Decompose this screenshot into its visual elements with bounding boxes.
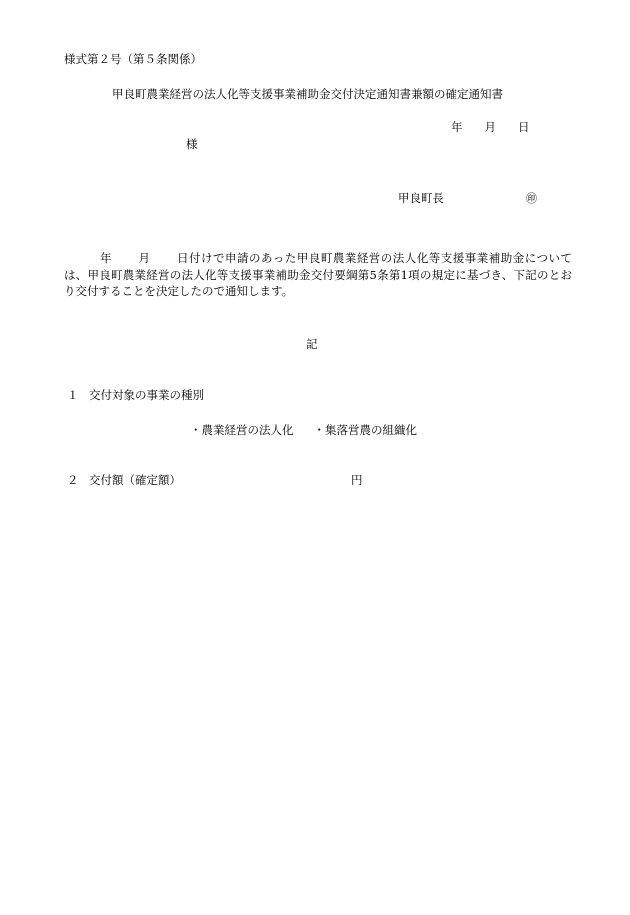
item-2-number: ２ xyxy=(67,473,79,487)
option-incorporation: ・農業経営の法人化 xyxy=(190,423,294,437)
item-2-label: 交付額（確定額） xyxy=(89,473,181,487)
item-2-heading xyxy=(67,473,363,488)
date-line xyxy=(451,120,530,135)
notice-body xyxy=(64,250,572,300)
item-1-label: 交付対象の事業の種別 xyxy=(89,388,204,402)
body-year: 年 xyxy=(100,251,112,265)
date-month: 月 xyxy=(484,120,496,134)
body-month: 月 xyxy=(138,251,151,265)
date-day: 日 xyxy=(518,120,530,134)
document-title: 甲良町農業経営の法人化等支援事業補助金交付決定通知書兼額の確定通知書 xyxy=(112,87,503,101)
date-year: 年 xyxy=(451,120,463,134)
issuer-name: 甲良町長 xyxy=(398,191,444,205)
option-community-farming: ・集落営農の組織化 xyxy=(313,423,417,437)
item-1-number: １ xyxy=(67,388,79,402)
yen-unit: 円 xyxy=(351,473,363,487)
form-number: 様式第２号（第５条関係） xyxy=(64,52,202,66)
item-1-options xyxy=(190,423,417,438)
item-1-heading xyxy=(67,388,204,403)
seal-mark: ㊞ xyxy=(526,192,537,205)
issuer-line xyxy=(398,191,537,206)
ki-heading: 記 xyxy=(306,337,318,351)
addressee-suffix: 様 xyxy=(186,137,198,151)
body-text: 日付けで申請のあった甲良町農業経営の法人化等支援事業補助金については、甲良町農業経営の法人化等支援事業補助金交付要綱第5条第1項の規定に基づき、下記のとおり交付することを決定したので通知します。 xyxy=(64,251,573,298)
